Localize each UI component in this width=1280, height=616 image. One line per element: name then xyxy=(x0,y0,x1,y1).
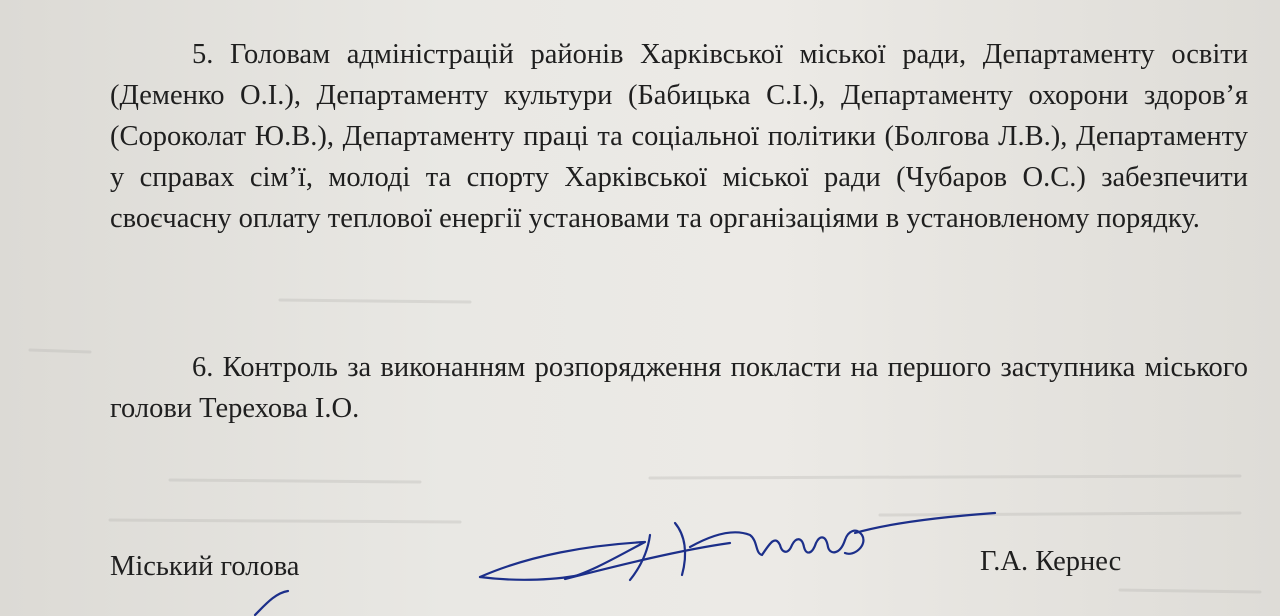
paragraph-5 xyxy=(110,34,1248,239)
paragraph-number: 5. xyxy=(192,39,214,70)
handwritten-signature xyxy=(470,495,1010,595)
paragraph-text: Головам адміністрацій районів Харківської міської ради, Департаменту освіти (Деменко О.І.), Департаменту культури (Бабицька С.І.), Департаменту охорони здоров’я (Сороколат Ю.В.), Департаменту праці та соціальної політики (Болгова Л.В.), Департаменту у справах сім’ї, молоді та спорту Харківської міської ради (Чубаров О.С.) забезпечити своєчасну оплату теплової енергії установами та організаціями в установленому порядку. xyxy=(110,39,1249,234)
paragraph-number: 6. xyxy=(192,352,214,383)
signatory-position: Міський голова xyxy=(110,551,300,582)
signatory-name: Г.А. Кернес xyxy=(980,546,1122,577)
handwritten-mark xyxy=(250,585,310,616)
paragraph-text: Контроль за виконанням розпорядження покласти на першого заступника міського голови Терехова І.О. xyxy=(110,352,1248,424)
paragraph-6 xyxy=(110,347,1248,429)
